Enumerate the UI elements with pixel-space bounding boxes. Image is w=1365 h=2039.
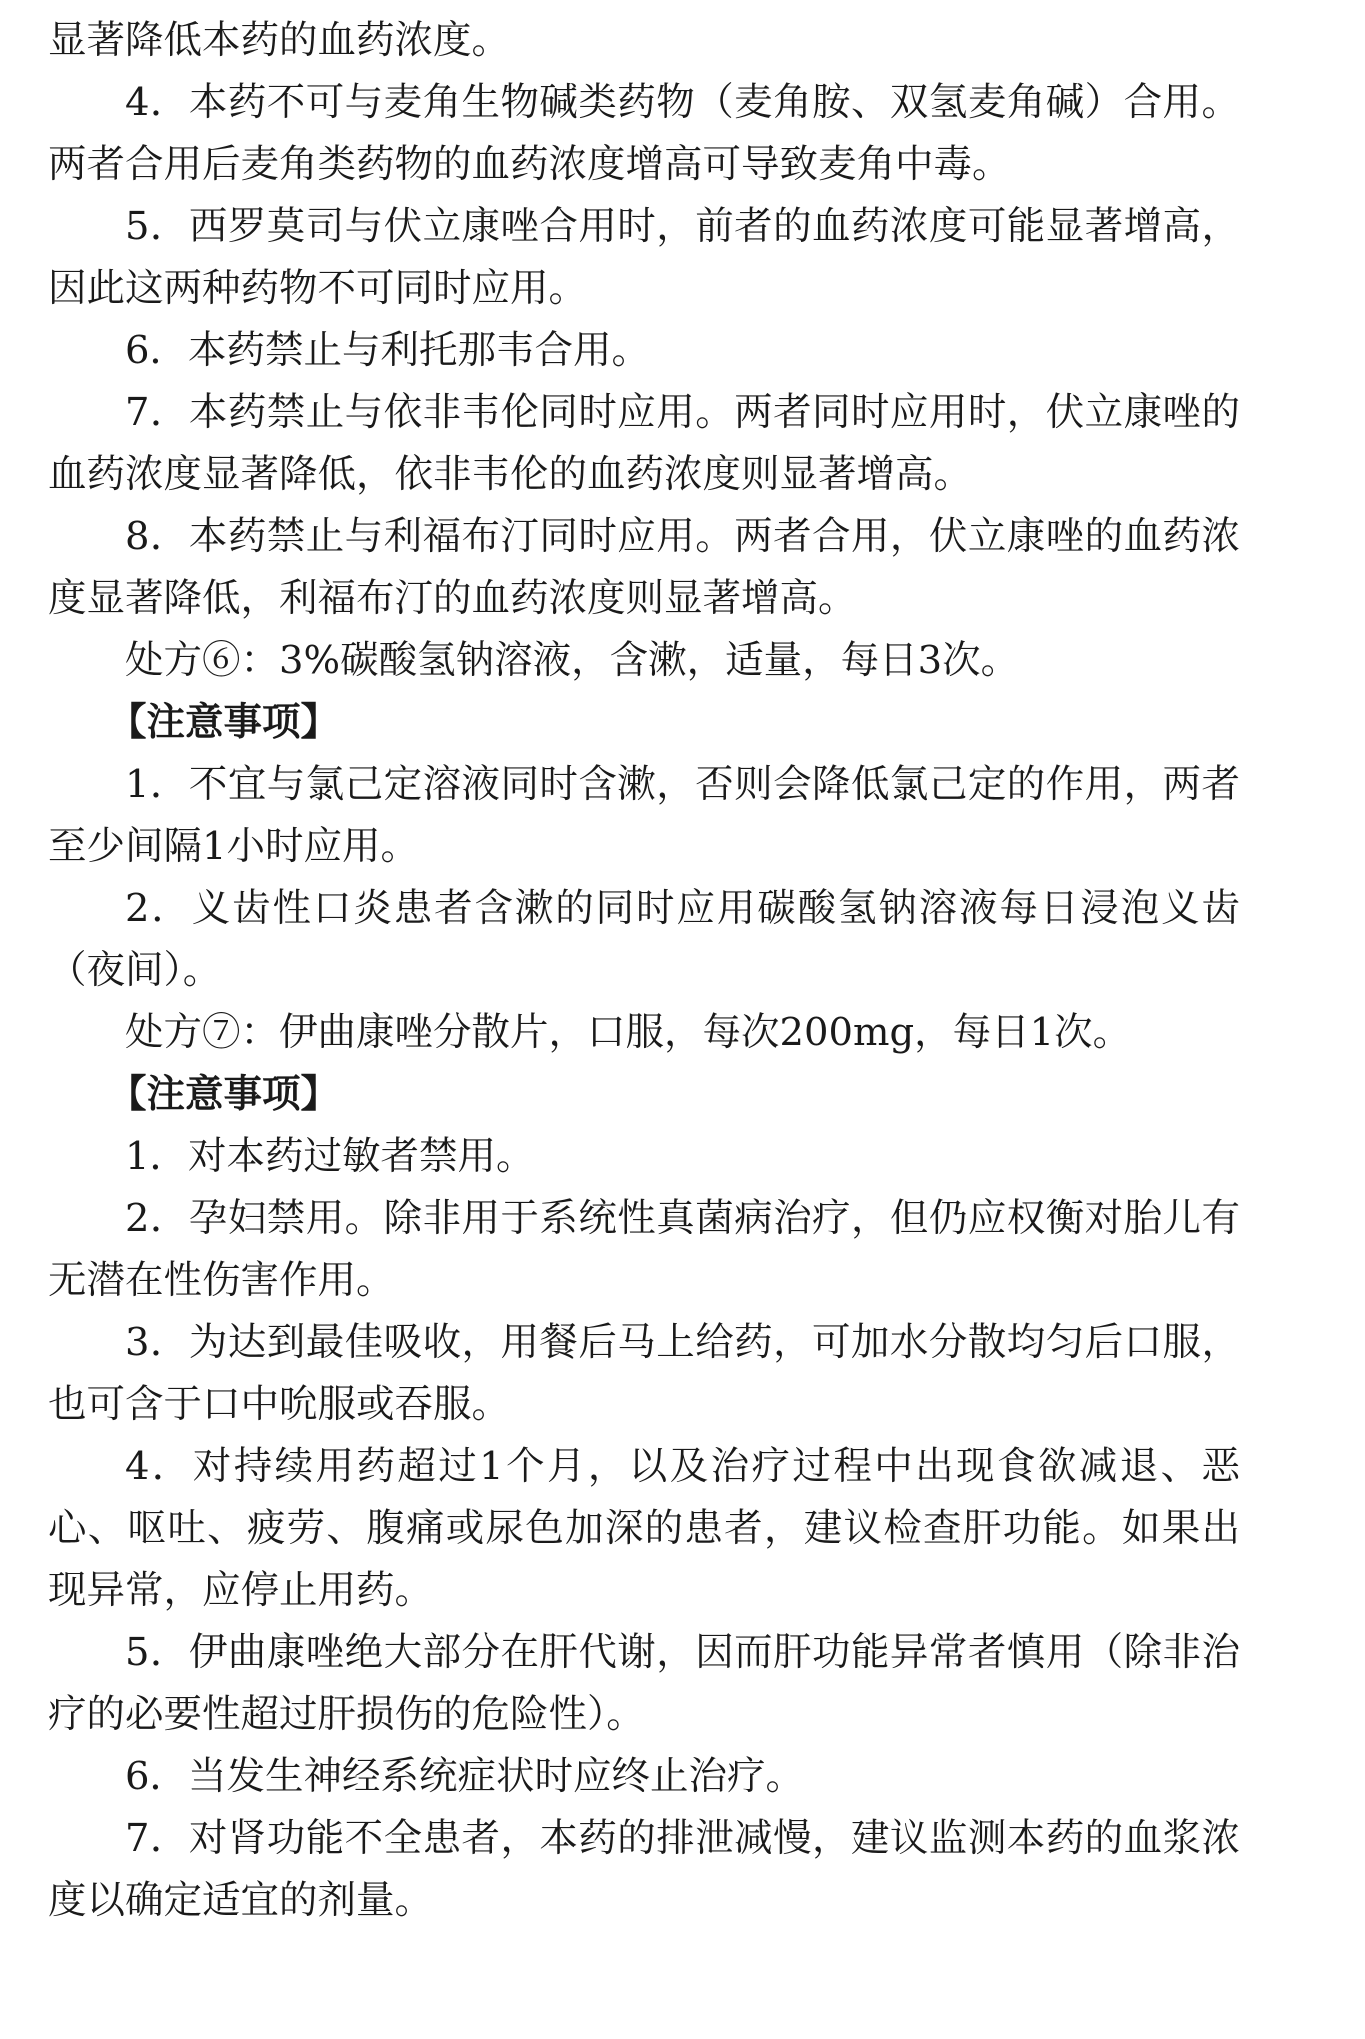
precautions-heading: 【注意事项】 — [108, 1072, 340, 1117]
precaution-item-3: 3．为达到最佳吸收，用餐后马上给药，可加水分散均匀后口服，也可含于口中吮服或吞服。 — [48, 1320, 1240, 1427]
document-page — [48, 10, 1240, 1932]
interaction-item-7: 7．本药禁止与依非韦伦同时应用。两者同时应用时，伏立康唑的血药浓度显著降低，依非韦伦的血药浓度则显著增高。 — [48, 390, 1240, 497]
precaution-item-4: 4．对持续用药超过1个月，以及治疗过程中出现食欲减退、恶心、呕吐、疲劳、腹痛或尿色加深的患者，建议检查肝功能。如果出现异常，应停止用药。 — [48, 1444, 1240, 1613]
precaution-item-6: 6．当发生神经系统症状时应终止治疗。 — [125, 1754, 804, 1799]
prescription-6: 处方⑥：3%碳酸氢钠溶液，含漱，适量，每日3次。 — [125, 638, 1020, 683]
prescription-7: 处方⑦：伊曲康唑分散片，口服，每次200mg，每日1次。 — [125, 1010, 1132, 1055]
precaution-item-5: 5．伊曲康唑绝大部分在肝代谢，因而肝功能异常者慎用（除非治疗的必要性超过肝损伤的危险性）。 — [48, 1630, 1240, 1737]
interaction-item-8: 8．本药禁止与利福布汀同时应用。两者合用，伏立康唑的血药浓度显著降低，利福布汀的血药浓度则显著增高。 — [48, 514, 1240, 621]
precaution-item-1: 1．对本药过敏者禁用。 — [125, 1134, 535, 1179]
interaction-item-6: 6．本药禁止与利托那韦合用。 — [125, 328, 650, 373]
precaution-item-1: 1．不宜与氯己定溶液同时含漱，否则会降低氯己定的作用，两者至少间隔1小时应用。 — [48, 762, 1240, 869]
precaution-item-2: 2．义齿性口炎患者含漱的同时应用碳酸氢钠溶液每日浸泡义齿（夜间）。 — [48, 886, 1240, 993]
interaction-item-5: 5．西罗莫司与伏立康唑合用时，前者的血药浓度可能显著增高，因此这两种药物不可同时应用。 — [48, 204, 1240, 311]
precaution-item-2: 2．孕妇禁用。除非用于系统性真菌病治疗，但仍应权衡对胎儿有无潜在性伤害作用。 — [48, 1196, 1240, 1303]
interaction-item-4: 4．本药不可与麦角生物碱类药物（麦角胺、双氢麦角碱）合用。两者合用后麦角类药物的血药浓度增高可导致麦角中毒。 — [48, 80, 1240, 187]
paragraph-continuation: 显著降低本药的血药浓度。 — [48, 18, 511, 63]
precaution-item-7: 7．对肾功能不全患者，本药的排泄减慢，建议监测本药的血浆浓度以确定适宜的剂量。 — [48, 1816, 1240, 1923]
precautions-heading: 【注意事项】 — [108, 700, 340, 745]
